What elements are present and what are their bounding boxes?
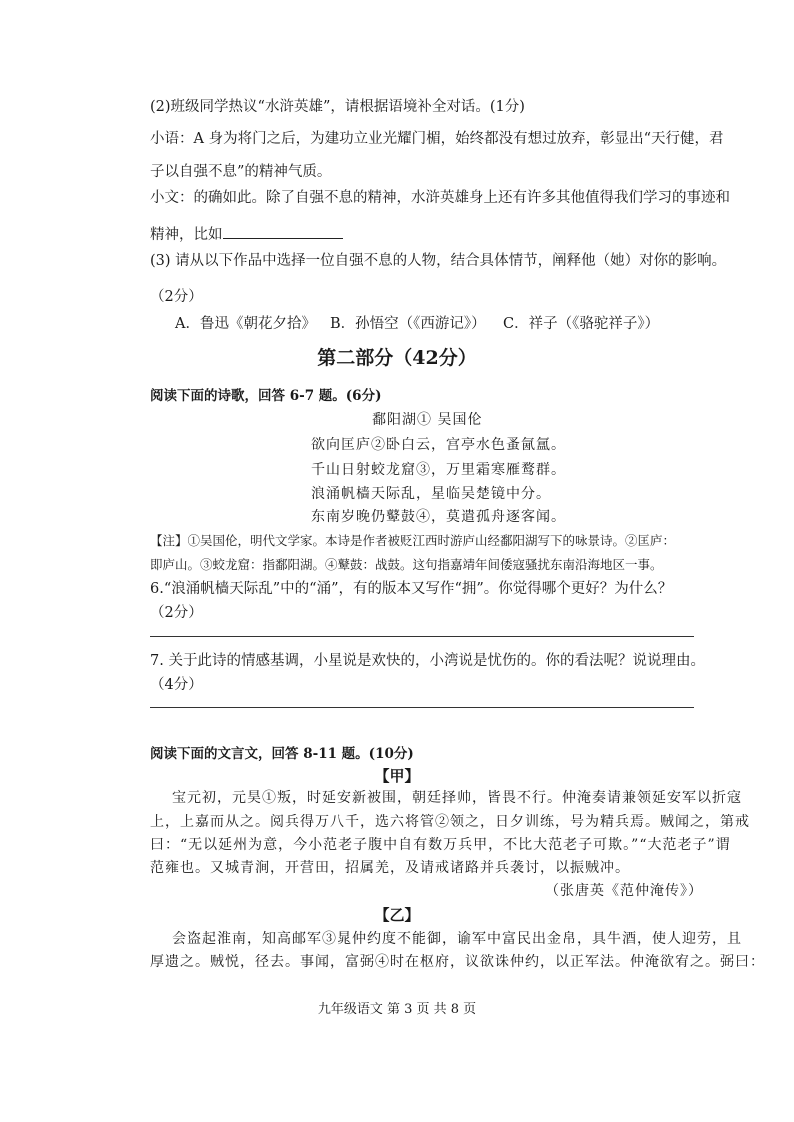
jia-title: 【甲】 bbox=[374, 767, 420, 785]
q6-answer-line[interactable] bbox=[150, 636, 694, 637]
page-footer: 九年级语文 第 3 页 共 8 页 bbox=[317, 1002, 477, 1017]
yi-title: 【乙】 bbox=[374, 906, 420, 924]
yi-line-2: 厚遗之。贼悦，径去。事闻，富弼④时在枢府，议欲诛仲约，以正军法。仲淹欲宥之。弼曰： bbox=[150, 954, 765, 970]
poem-line-4: 东南岁晚仍鼙鼓④，莫遣孤舟逐客闻。 bbox=[311, 509, 566, 525]
q5-3-prompt-1: (3) 请从以下作品中选择一位自强不息的人物，结合具体情节，阐释他（她）对你的影响。 bbox=[150, 253, 727, 269]
option-b: B．孙悟空（《西游记》） bbox=[330, 316, 486, 332]
q6-line-2: （2分） bbox=[150, 605, 203, 621]
q5-2-prompt: (2)班级同学热议“水浒英雄”，请根据语境补全对话。(1分) bbox=[150, 99, 525, 115]
poem-note-2: 即庐山。③蛟龙窟：指鄱阳湖。④鼙鼓：战鼓。这句指嘉靖年间倭寇骚扰东南沿海地区一事。 bbox=[150, 557, 663, 572]
xiaowen-line-2-text: 精神，比如 bbox=[150, 227, 223, 243]
poem-note-1: 【注】①吴国伦，明代文学家。本诗是作者被贬江西时游庐山经鄱阳湖写下的咏景诗。②匡庐： bbox=[150, 533, 676, 548]
option-c: C．祥子（《骆驼祥子》） bbox=[503, 316, 660, 332]
answer-blank[interactable] bbox=[223, 224, 343, 239]
q5-3-prompt-2: （2分） bbox=[150, 289, 203, 305]
q7-line-2: （4分） bbox=[150, 677, 203, 693]
q7-answer-line[interactable] bbox=[150, 707, 694, 708]
xiaowen-line-2 bbox=[150, 223, 343, 244]
xiaowen-line-1: 小文：的确如此。除了自强不息的精神，水浒英雄身上还有许多其他值得我们学习的事迹和 bbox=[150, 190, 730, 206]
jia-line-2: 上，上嘉而从之。阅兵得万八千，选六将管②领之，日夕训练，号为精兵焉。贼闻之，第戒 bbox=[150, 814, 750, 830]
poem-line-2: 千山日射蛟龙窟③，万里霜寒雁鹜群。 bbox=[311, 462, 566, 478]
jia-source: （张唐英《范仲淹传》） bbox=[545, 883, 703, 899]
poem-line-1: 欲向匡庐②卧白云，宫亭水色蚤氤氲。 bbox=[311, 437, 566, 453]
poem-instruction: 阅读下面的诗歌，回答 6-7 题。(6分) bbox=[150, 388, 382, 404]
jia-line-4: 范雍也。又城青涧，开营田，招属羌，及请戒诸路并兵袭讨，以振贼冲。 bbox=[150, 860, 630, 876]
poem-line-3: 浪涌帆樯天际乱，星临吴楚镜中分。 bbox=[311, 486, 551, 502]
q7-line-1: 7. 关于此诗的情感基调，小星说是欢快的，小湾说是忧伤的。你的看法呢？说说理由。 bbox=[150, 653, 705, 669]
jia-line-1: 宝元初，元昊①叛，时延安新被围，朝廷择帅，皆畏不行。仲淹奏请兼领延安军以折寇 bbox=[172, 790, 742, 806]
q6-line-1: 6.“浪涌帆樯天际乱”中的“涌”，有的版本又写作“拥”。你觉得哪个更好？为什么？ bbox=[150, 581, 673, 597]
yi-line-1: 会盗起淮南，知高邮军③晁仲约度不能御，谕军中富民出金帛，具牛酒，使人迎劳，且 bbox=[172, 931, 742, 947]
xiaoyu-line-2: 子以自强不息”的精神气质。 bbox=[150, 164, 332, 180]
jia-line-3: 曰：“无以延州为意，今小范老子腹中自有数万兵甲，不比大范老子可欺。”“大范老子”谓 bbox=[150, 837, 731, 853]
option-a: A．鲁迅《朝花夕拾》 bbox=[175, 316, 316, 332]
xiaoyu-line-1: 小语：A 身为将门之后，为建功立业光耀门楣，始终都没有想过放弃，彰显出“天行健，君 bbox=[150, 131, 724, 147]
poem-title: 鄱阳湖① 吴国伦 bbox=[372, 412, 483, 428]
part2-title: 第二部分（42分） bbox=[317, 347, 477, 369]
classical-instruction: 阅读下面的文言文，回答 8-11 题。(10分) bbox=[150, 746, 414, 762]
